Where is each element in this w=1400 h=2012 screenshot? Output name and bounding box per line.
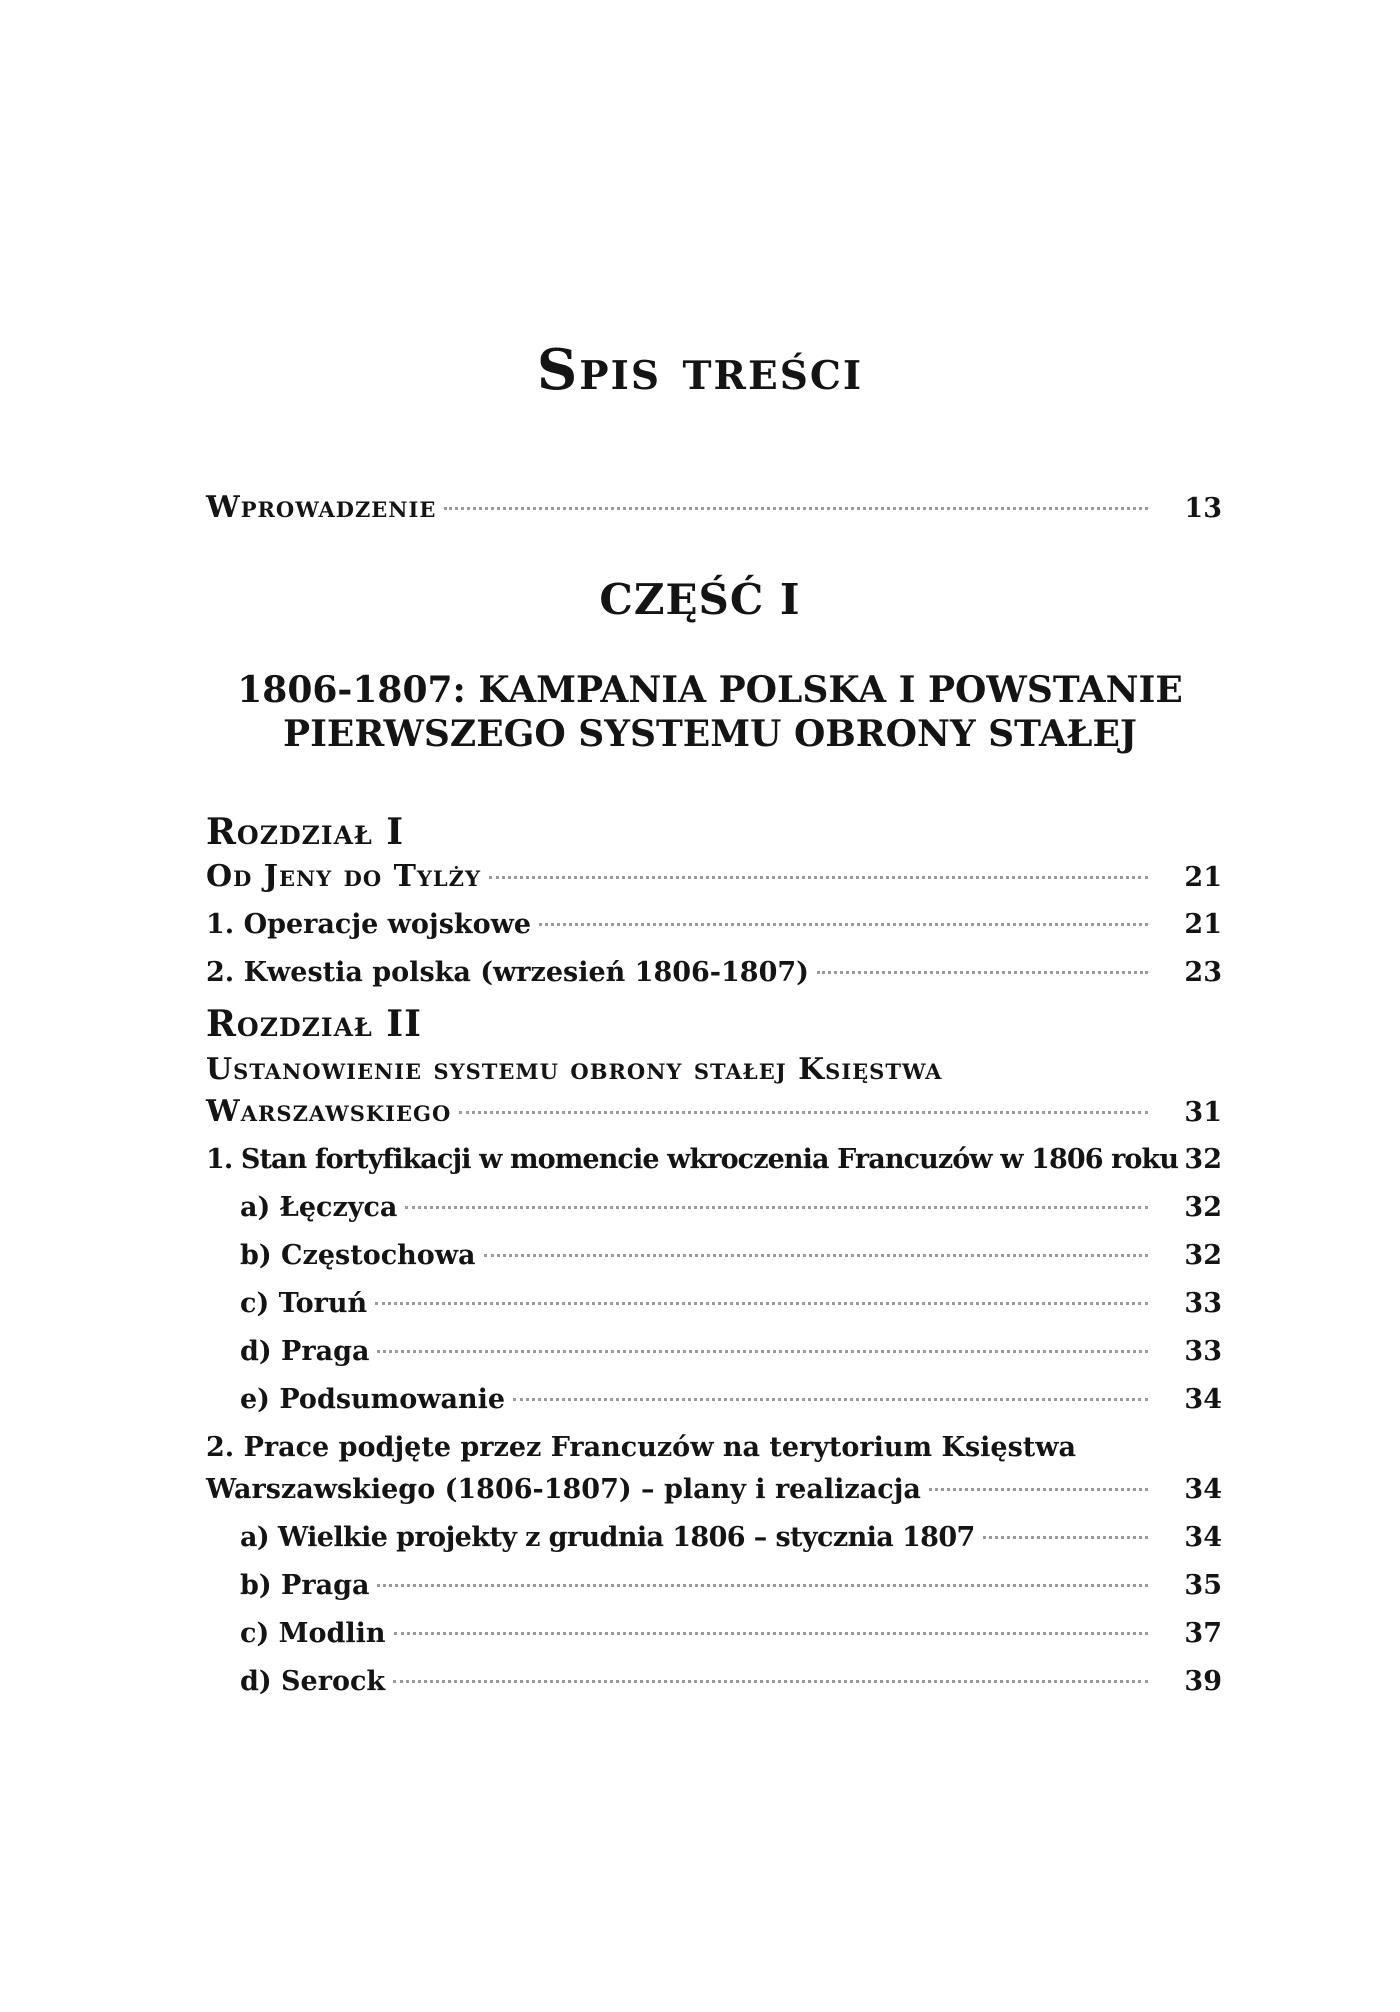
toc-page-number: 21 [1184,862,1222,893]
toc-entry-label: a) Łęczyca [240,1192,398,1223]
toc-page-number: 32 [1184,1144,1222,1175]
toc-page-number: 35 [1184,1570,1222,1601]
toc-subentry[interactable] [240,1662,1222,1702]
toc-entry-label: 2. Kwestia polska (wrzesień 1806-1807) [206,957,809,988]
dot-leader [393,1680,1148,1683]
toc-subentry[interactable] [240,1566,1222,1606]
toc-entry-chapter1[interactable] [206,857,1222,898]
dot-leader [817,971,1148,974]
toc-entry[interactable] [206,905,1222,945]
toc-entry-label: Warszawskiego (1806-1807) – plany i realizacja [206,1474,921,1505]
toc-entry-chapter2[interactable] [206,1092,1222,1133]
toc-subentry[interactable] [240,1188,1222,1228]
toc-entry-label: 1. Stan fortyfikacji w momencie wkroczenia Francuzów w 1806 roku [206,1144,1179,1175]
toc-entry[interactable] [206,953,1222,993]
dot-leader [444,507,1148,510]
toc-page-number: 23 [1184,957,1222,988]
part-title-line: 1806-1807: KAMPANIA POLSKA I POWSTANIE [237,669,1183,711]
dot-leader [377,1350,1148,1353]
toc-page-number: 31 [1184,1097,1222,1128]
toc-page-number: 39 [1184,1666,1222,1697]
toc-page-number: 21 [1184,909,1222,940]
toc-page-number: 32 [1184,1192,1222,1223]
toc-entry-label: b) Częstochowa [240,1240,476,1271]
part-title [210,668,1210,756]
dot-leader [459,1111,1148,1114]
part-label: CZĘŚĆ I [599,575,801,624]
toc-subentry[interactable] [240,1380,1222,1420]
toc-entry[interactable] [206,1140,1222,1180]
toc-subentry[interactable] [240,1236,1222,1276]
toc-entry-label: d) Praga [240,1336,370,1367]
toc-page-number: 34 [1184,1474,1222,1505]
part-title-line: PIERWSZEGO SYSTEMU OBRONY STAŁEJ [283,713,1137,755]
dot-leader [394,1632,1148,1635]
toc-entry-label: d) Serock [240,1666,386,1697]
toc-page-number: 13 [1184,493,1222,524]
toc-entry-label: c) Modlin [240,1618,386,1649]
toc-subentry[interactable] [240,1332,1222,1372]
toc-entry-label: c) Toruń [240,1288,368,1319]
toc-subentry[interactable] [240,1614,1222,1654]
chapter-heading: Rozdział I [206,811,405,853]
chapter-title-line: Ustanowienie systemu obrony stałej Księstwa [206,1052,943,1087]
toc-entry-label: e) Podsumowanie [240,1384,506,1415]
page-title: Spis treści [536,337,864,403]
dot-leader [539,923,1148,926]
toc-page-number: 33 [1184,1288,1222,1319]
toc-entry-label: Wprowadzenie [206,490,437,525]
toc-subentry[interactable] [240,1284,1222,1324]
toc-page-number: 32 [1184,1240,1222,1271]
toc-page-number: 34 [1184,1522,1222,1553]
toc-entry-label: 1. Operacje wojskowe [206,909,532,940]
toc-entry-label: b) Praga [240,1570,370,1601]
dot-leader [489,876,1148,879]
toc-page-number: 33 [1184,1336,1222,1367]
toc-subentry[interactable] [240,1518,1222,1558]
toc-entry[interactable] [206,1470,1222,1510]
toc-page-number: 37 [1184,1618,1222,1649]
dot-leader [513,1398,1148,1401]
dot-leader [983,1536,1148,1539]
toc-entry-label: Od Jeny do Tylży [206,859,481,894]
chapter-heading: Rozdział II [206,1003,422,1045]
dot-leader [375,1302,1148,1305]
dot-leader [929,1488,1148,1491]
toc-entry-label-line: 2. Prace podjęte przez Francuzów na terytorium Księstwa [206,1432,1076,1463]
dot-leader [484,1254,1148,1257]
dot-leader [405,1206,1148,1209]
toc-entry-introduction[interactable] [206,488,1222,529]
toc-entry-label: a) Wielkie projekty z grudnia 1806 – stycznia 1807 [240,1522,975,1553]
dot-leader [377,1584,1148,1587]
toc-page-number: 34 [1184,1384,1222,1415]
toc-entry-label: Warszawskiego [206,1094,452,1129]
